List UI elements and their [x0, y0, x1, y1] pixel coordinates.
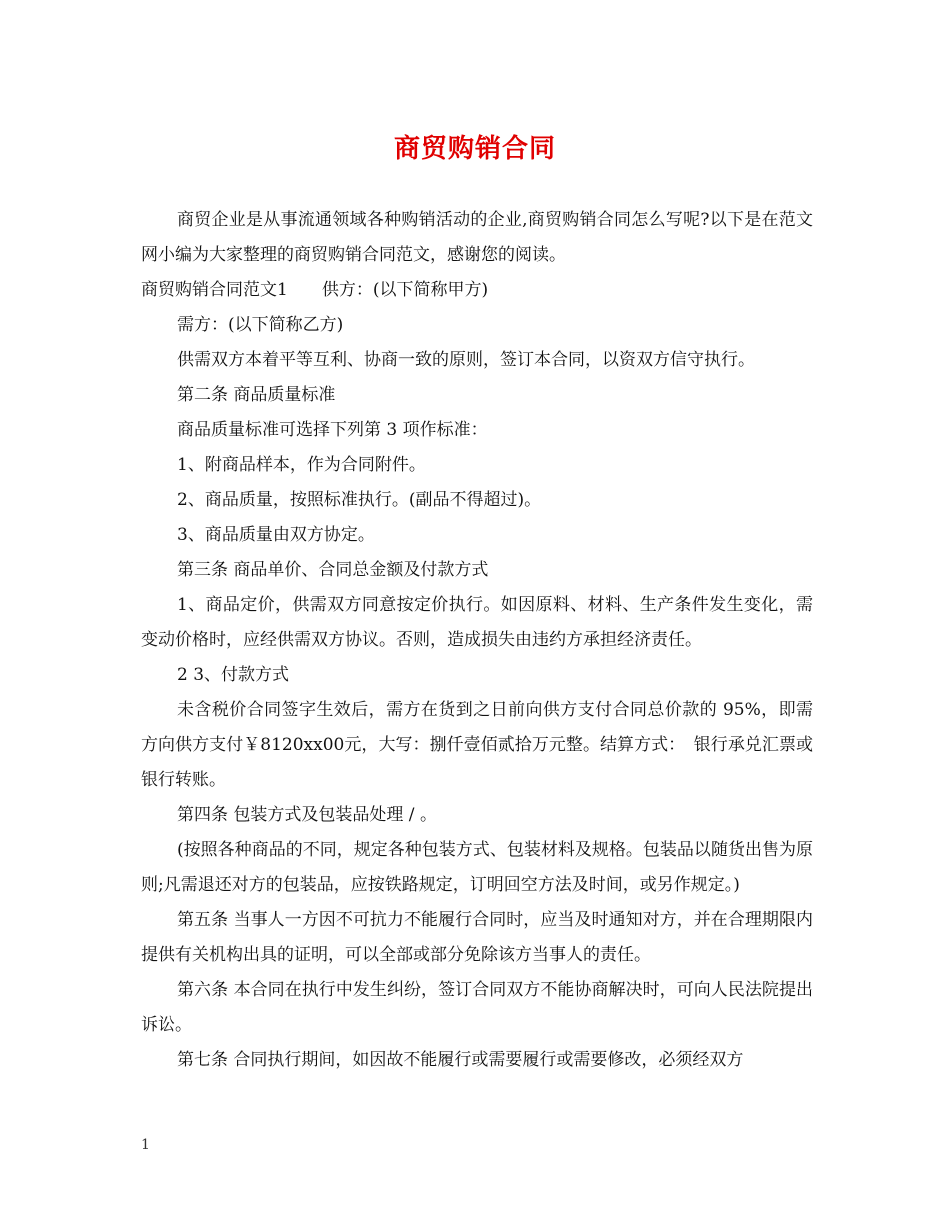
paragraph-quality-1: 1、附商品样本，作为合同附件。 — [177, 455, 426, 475]
page-number: 1 — [141, 1137, 150, 1153]
paragraph-article-7: 第七条 合同执行期间，如因故不能履行或需要履行或需要修改，必须经双方 — [177, 1050, 744, 1070]
paragraph-sample-header: 商贸购销合同范文1 供方：(以下简称甲方) — [141, 280, 489, 300]
paragraph-buyer: 需方：(以下简称乙方) — [177, 315, 344, 335]
paragraph-article-5: 第五条 当事人一方因不可抗力不能履行合同时，应当及时通知对方，并在合理期限内提供有关机构出具的证明，可以全部或部分免除该方当事人的责任。 — [141, 910, 813, 965]
paragraph-payment-heading: 2 3、付款方式 — [177, 665, 290, 685]
paragraph-article-2: 第二条 商品质量标准 — [177, 385, 336, 405]
document-body — [141, 203, 813, 1078]
paragraph-quality-options: 商品质量标准可选择下列第 3 项作标准： — [177, 420, 488, 440]
paragraph-pricing: 1、商品定价，供需双方同意按定价执行。如因原料、材料、生产条件发生变化，需变动价格时，应经供需双方协议。否则，造成损失由违约方承担经济责任。 — [141, 595, 813, 650]
paragraph-packaging: (按照各种商品的不同，规定各种包装方式、包装材料及规格。包装品以随货出售为原则;凡需退还对方的包装品，应按铁路规定，订明回空方法及时间，或另作规定。) — [141, 840, 813, 895]
paragraph-principle: 供需双方本着平等互利、协商一致的原则，签订本合同，以资双方信守执行。 — [177, 350, 755, 370]
paragraph-quality-3: 3、商品质量由双方协定。 — [177, 525, 375, 545]
document-title: 商贸购销合同 — [393, 134, 556, 164]
paragraph-article-3: 第三条 商品单价、合同总金额及付款方式 — [177, 560, 489, 580]
paragraph-quality-2: 2、商品质量，按照标准执行。(副品不得超过)。 — [177, 490, 542, 510]
paragraph-article-6: 第六条 本合同在执行中发生纠纷，签订合同双方不能协商解决时，可向人民法院提出诉讼。 — [141, 980, 813, 1035]
paragraph-payment-terms: 未含税价合同签字生效后，需方在货到之日前向供方支付合同总价款的 95%，即需方向供方支付￥8120xx00元，大写：捌仟壹佰贰拾万元整。结算方式： 银行承兑汇票或银行转账。 — [141, 700, 813, 790]
paragraph-intro: 商贸企业是从事流通领域各种购销活动的企业,商贸购销合同怎么写呢?以下是在范文网小编为大家整理的商贸购销合同范文，感谢您的阅读。 — [141, 210, 813, 265]
paragraph-article-4: 第四条 包装方式及包装品处理 / 。 — [177, 805, 437, 825]
